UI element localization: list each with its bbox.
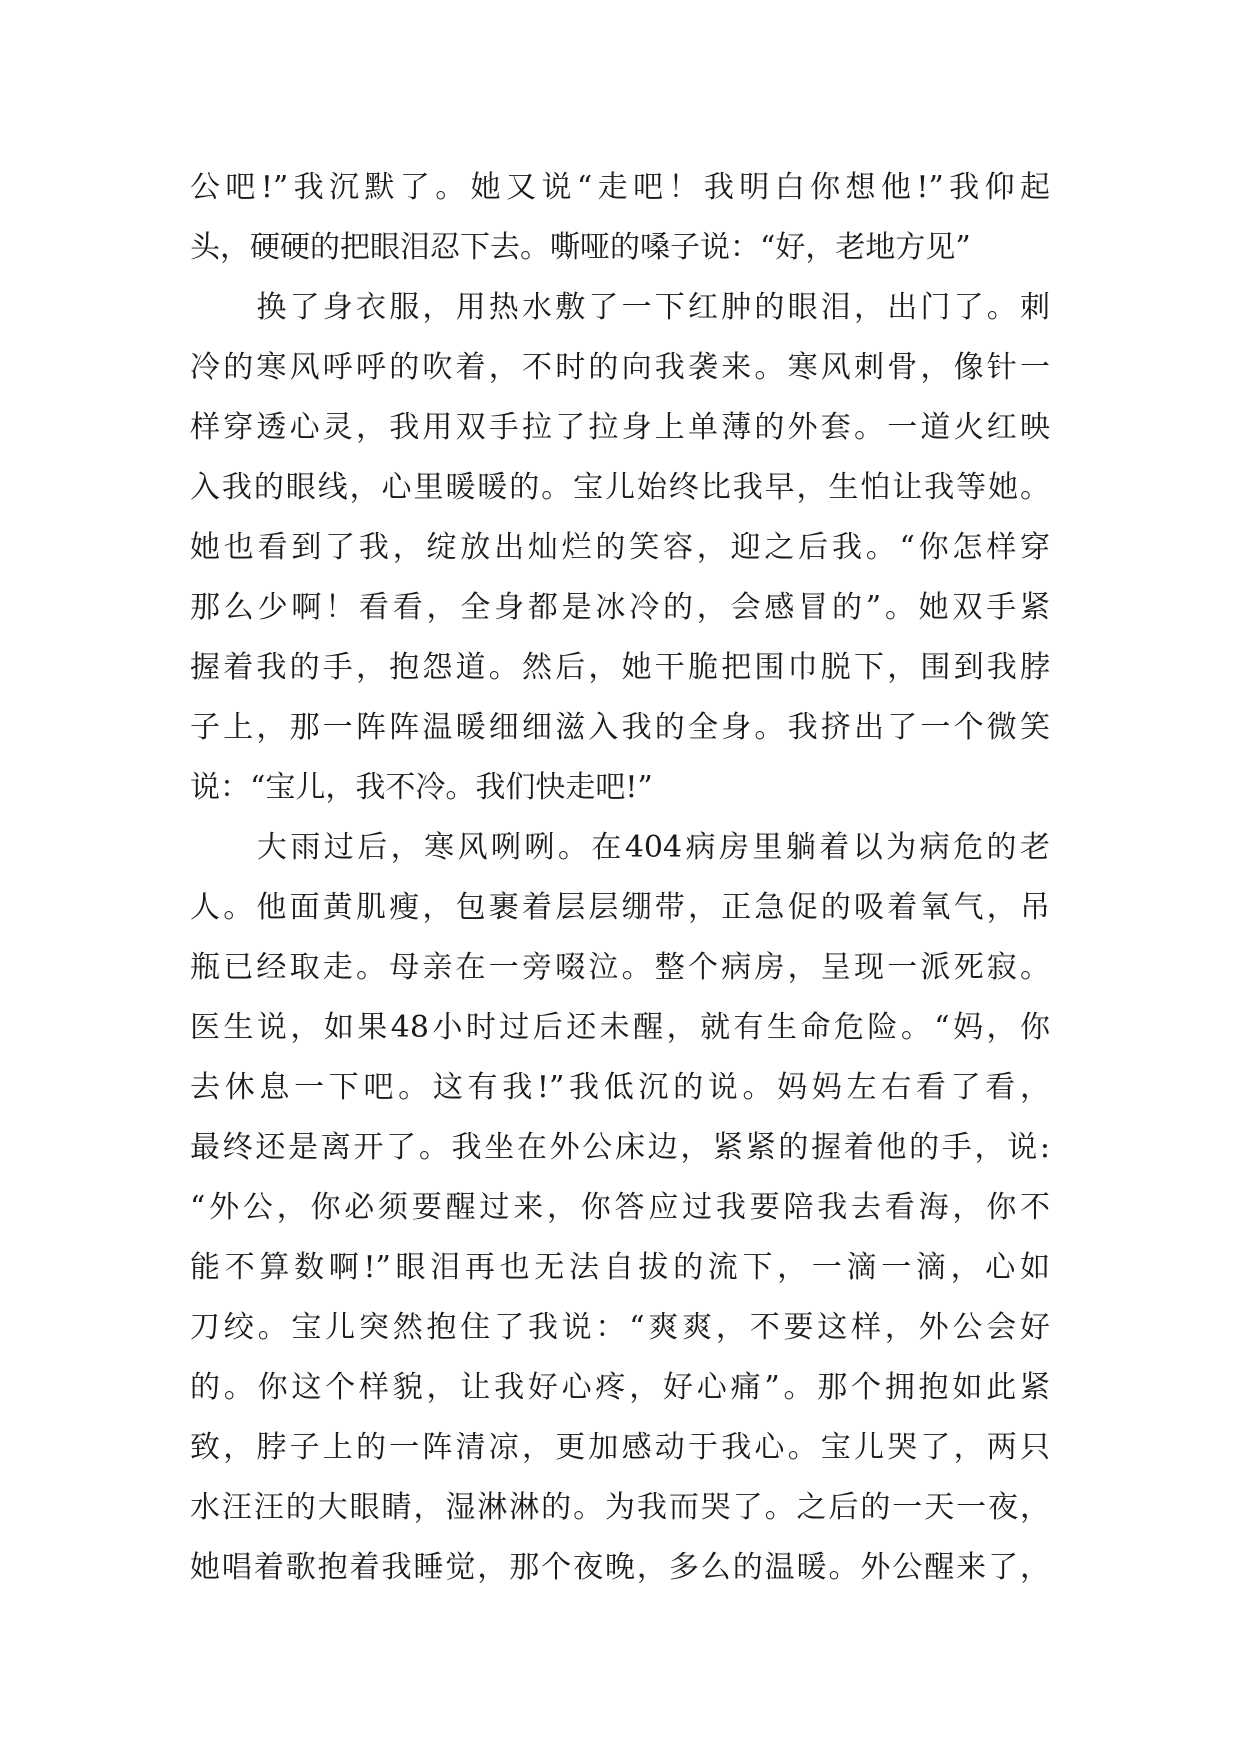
text-line: 医生说，如果48小时过后还未醒，就有生命危险。“妈，你 <box>190 1010 1050 1045</box>
text-line: 冷的寒风呼呼的吹着，不时的向我袭来。寒风刺骨，像针一 <box>190 350 1050 385</box>
text-line: 最终还是离开了。我坐在外公床边，紧紧的握着他的手，说: <box>190 1130 1050 1165</box>
text-line: 样穿透心灵，我用双手拉了拉身上单薄的外套。一道火红映 <box>190 410 1050 445</box>
text-line: 公吧!”我沉默了。她又说“走吧！我明白你想他!”我仰起 <box>190 170 1050 205</box>
text-line: 刀绞。宝儿突然抱住了我说：“爽爽，不要这样，外公会好 <box>190 1310 1050 1345</box>
text-line: 人。他面黄肌瘦，包裹着层层绷带，正急促的吸着氧气，吊 <box>190 890 1050 925</box>
text-line: 换了身衣服，用热水敷了一下红肿的眼泪，出门了。刺 <box>190 290 1050 325</box>
text-line: 去休息一下吧。这有我!”我低沉的说。妈妈左右看了看， <box>190 1070 1050 1105</box>
text-line: 她也看到了我，绽放出灿烂的笑容，迎之后我。“你怎样穿 <box>190 530 1050 565</box>
text-line: 能不算数啊!”眼泪再也无法自拔的流下，一滴一滴，心如 <box>190 1250 1050 1285</box>
text-line: “外公，你必须要醒过来，你答应过我要陪我去看海，你不 <box>190 1190 1050 1225</box>
text-line: 水汪汪的大眼睛，湿淋淋的。为我而哭了。之后的一天一夜， <box>190 1490 1050 1525</box>
text-line: 那么少啊！看看，全身都是冰冷的，会感冒的”。她双手紧 <box>190 590 1050 625</box>
text-line: 大雨过后，寒风咧咧。在404病房里躺着以为病危的老 <box>190 830 1050 865</box>
text-line: 握着我的手，抱怨道。然后，她干脆把围巾脱下，围到我脖 <box>190 650 1050 685</box>
text-line: 她唱着歌抱着我睡觉，那个夜晚，多么的温暖。外公醒来了， <box>190 1550 1050 1585</box>
text-line: 致，脖子上的一阵清凉，更加感动于我心。宝儿哭了，两只 <box>190 1430 1050 1465</box>
text-line: 的。你这个样貌，让我好心疼，好心痛”。那个拥抱如此紧 <box>190 1370 1050 1405</box>
text-line: 子上，那一阵阵温暖细细滋入我的全身。我挤出了一个微笑 <box>190 710 1050 745</box>
document-body-text <box>190 158 1050 1598</box>
text-line: 瓶已经取走。母亲在一旁啜泣。整个病房，呈现一派死寂。 <box>190 950 1050 985</box>
text-line: 说：“宝儿，我不冷。我们快走吧!” <box>190 770 653 805</box>
text-line: 入我的眼线，心里暖暖的。宝儿始终比我早，生怕让我等她。 <box>190 470 1050 505</box>
text-line: 头，硬硬的把眼泪忍下去。嘶哑的嗓子说：“好，老地方见” <box>190 230 971 265</box>
